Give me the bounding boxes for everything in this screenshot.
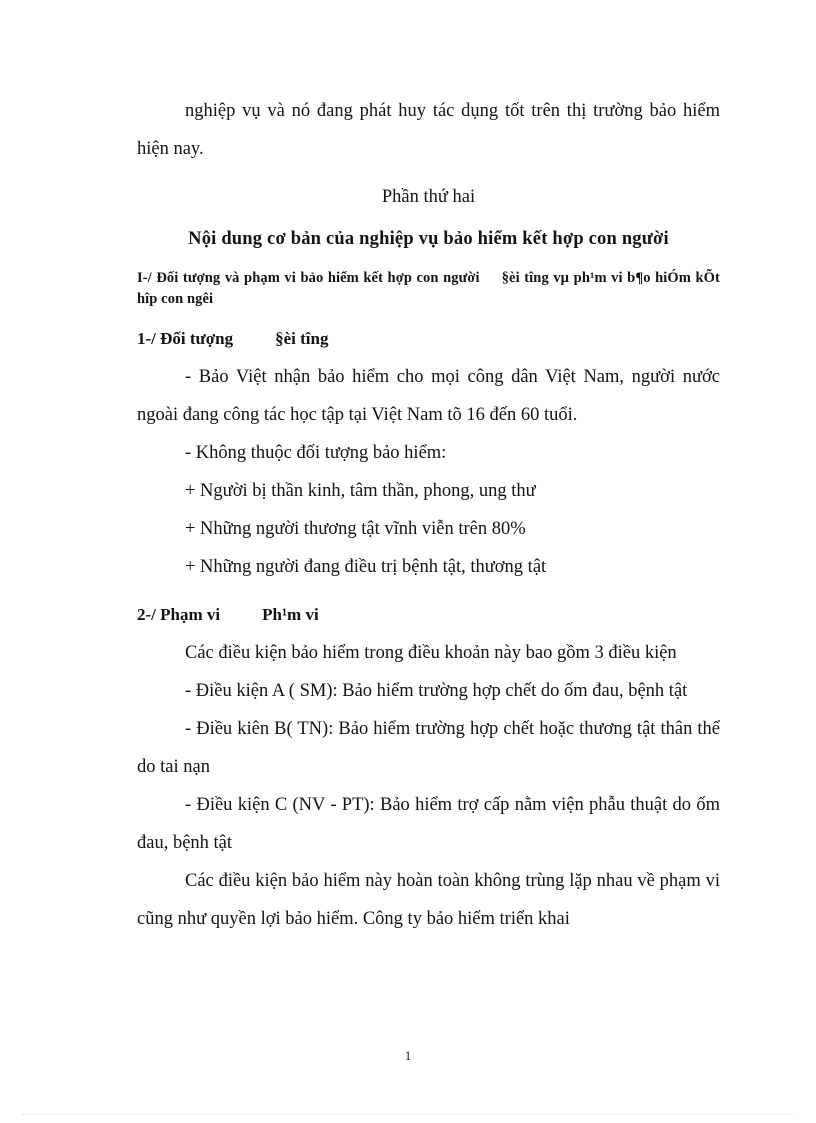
bottom-dotted-rule	[22, 1114, 794, 1116]
section-roman-heading	[137, 268, 720, 310]
section-2-item-4: - Điều kiện C (NV - PT): Bảo hiểm trợ cấp nằm viện phẫu thuật do ốm đau, bệnh tật	[137, 795, 720, 853]
section-1-item-5: + Những người đang điều trị bệnh tật, thương tật	[185, 557, 547, 577]
section-roman-garbled: §èi tîng vµ ph¹m vi b¶o hiÓm kÕt hîp con ngêi	[137, 270, 720, 307]
section-2-heading-garbled: Ph¹m vi	[262, 605, 319, 624]
page-number: 1	[404, 1048, 412, 1063]
part-heading: Phần thứ hai	[381, 187, 476, 207]
section-1-heading-label: 1-/ Đối tượng	[137, 329, 234, 348]
section-2-item-5: Các điều kiện bảo hiểm này hoàn toàn không trùng lặp nhau về phạm vi cũng như quyền lợi bảo hiểm. Công ty bảo hiểm triển khai	[137, 871, 720, 929]
section-2-item-1: Các điều kiện bảo hiểm trong điều khoản này bao gồm 3 điều kiện	[185, 643, 677, 663]
section-1-item-3: + Người bị thần kinh, tâm thần, phong, ung thư	[185, 481, 536, 501]
section-1-item-2: - Không thuộc đối tượng bảo hiểm:	[185, 443, 447, 463]
section-2-heading-label: 2-/ Phạm vi	[137, 605, 221, 624]
document-body	[137, 92, 720, 938]
intro-paragraph: nghiệp vụ và nó đang phát huy tác dụng tốt trên thị trường bảo hiểm hiện nay.	[137, 101, 720, 159]
spacer	[137, 168, 720, 174]
section-1-item-4: + Những người thương tật vĩnh viễn trên 80%	[185, 519, 526, 539]
section-roman-label: I-/ Đối tượng và phạm vi bảo hiểm kết hợp con người	[137, 270, 480, 286]
section-2-item-2: - Điều kiện A ( SM): Bảo hiểm trường hợp chết do ốm đau, bệnh tật	[185, 681, 688, 701]
section-2-item-3: - Điều kiên B( TN): Bảo hiểm trường hợp chết hoặc thương tật thân thể do tai nạn	[137, 719, 720, 777]
chapter-title: Nội dung cơ bản của nghiệp vụ bảo hiểm kết hợp con người	[188, 229, 669, 249]
section-1-heading-garbled: §èi tîng	[275, 329, 329, 348]
section-2-heading	[137, 596, 720, 634]
section-1-heading	[137, 320, 720, 358]
section-1-item-1: - Bảo Việt nhận bảo hiểm cho mọi công dân Việt Nam, người nước ngoài đang công tác học tập tại Việt Nam tõ 16 đến 60 tuổi.	[137, 367, 720, 425]
